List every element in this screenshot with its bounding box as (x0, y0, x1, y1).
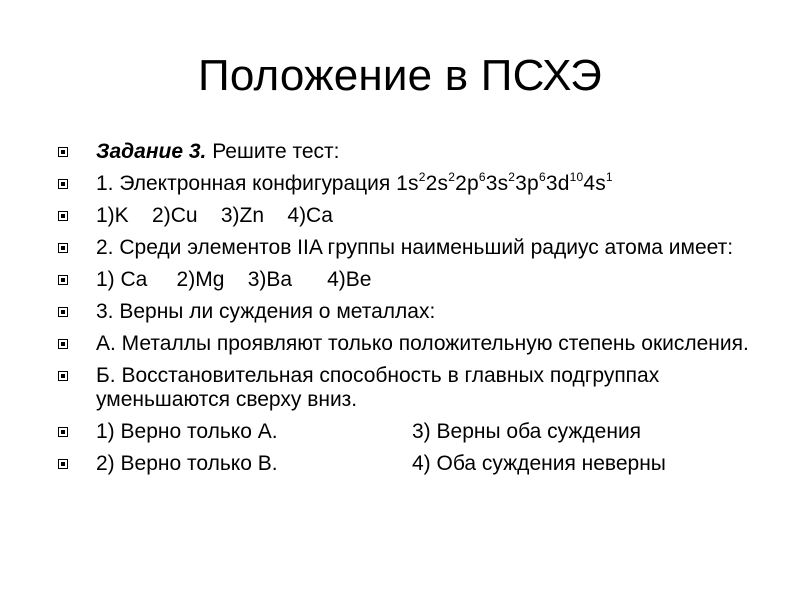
question-2-text: 2. Среди элементов IIA группы наименьший радиус атома имеет: (96, 236, 734, 259)
statement-b-text: Б. Восстановительная способность в главных подгруппах уменьшаются сверху вниз. (96, 364, 660, 411)
task-label: Задание 3. (96, 140, 207, 163)
square-bullet-icon (58, 179, 68, 189)
orbital-electrons: 1 (605, 170, 613, 184)
answer-row-1 (58, 420, 758, 444)
question-2 (58, 236, 758, 260)
square-bullet-icon (58, 427, 68, 437)
question-1-text: 1. Электронная конфигурация (96, 172, 397, 195)
orbital-electrons: 10 (569, 170, 584, 184)
answer-option-1: 1) Верно только А. (96, 420, 278, 443)
bullet-list (58, 140, 758, 484)
question-2-options (58, 268, 758, 292)
square-bullet-icon (58, 371, 68, 381)
question-1-options-text: 1)K 2)Cu 3)Zn 4)Ca (96, 204, 333, 227)
question-1 (58, 172, 758, 196)
square-bullet-icon (58, 211, 68, 221)
square-bullet-icon (58, 339, 68, 349)
question-1-options (58, 204, 758, 228)
task-heading (58, 140, 758, 164)
answer-option-2: 2) Верно только В. (96, 452, 278, 475)
orbital-base: 1s (396, 172, 419, 195)
orbital-electrons: 6 (478, 170, 486, 184)
square-bullet-icon (58, 459, 68, 469)
square-bullet-icon (58, 147, 68, 157)
question-2-options-text: 1) Ca 2)Mg 3)Ba 4)Be (96, 268, 372, 291)
orbital-electrons: 2 (448, 170, 456, 184)
square-bullet-icon (58, 275, 68, 285)
orbital-base: 3p (515, 172, 539, 195)
square-bullet-icon (58, 307, 68, 317)
electron-configuration (396, 172, 613, 195)
orbital-electrons: 2 (508, 170, 516, 184)
statement-a-text: А. Металлы проявляют только положительную степень окисления. (96, 332, 749, 355)
question-3 (58, 300, 758, 324)
orbital-base: 2s (425, 172, 449, 195)
orbital-electrons: 6 (538, 170, 546, 184)
question-3-text: 3. Верны ли суждения о металлах: (96, 300, 436, 323)
statement-b (58, 364, 758, 412)
orbital-base: 2p (455, 172, 479, 195)
square-bullet-icon (58, 243, 68, 253)
orbital-base: 3d (545, 172, 570, 195)
answer-option-3: 3) Верны оба суждения (412, 420, 642, 443)
statement-a (58, 332, 758, 356)
answer-option-4: 4) Оба суждения неверны (412, 452, 666, 475)
orbital-base: 3s (485, 172, 509, 195)
orbital-base: 4s (583, 172, 606, 195)
orbital-electrons: 2 (418, 170, 426, 184)
answer-row-2 (58, 452, 758, 476)
task-text: Решите тест: (212, 140, 340, 163)
slide-title: Положение в ПСХЭ (198, 51, 602, 100)
